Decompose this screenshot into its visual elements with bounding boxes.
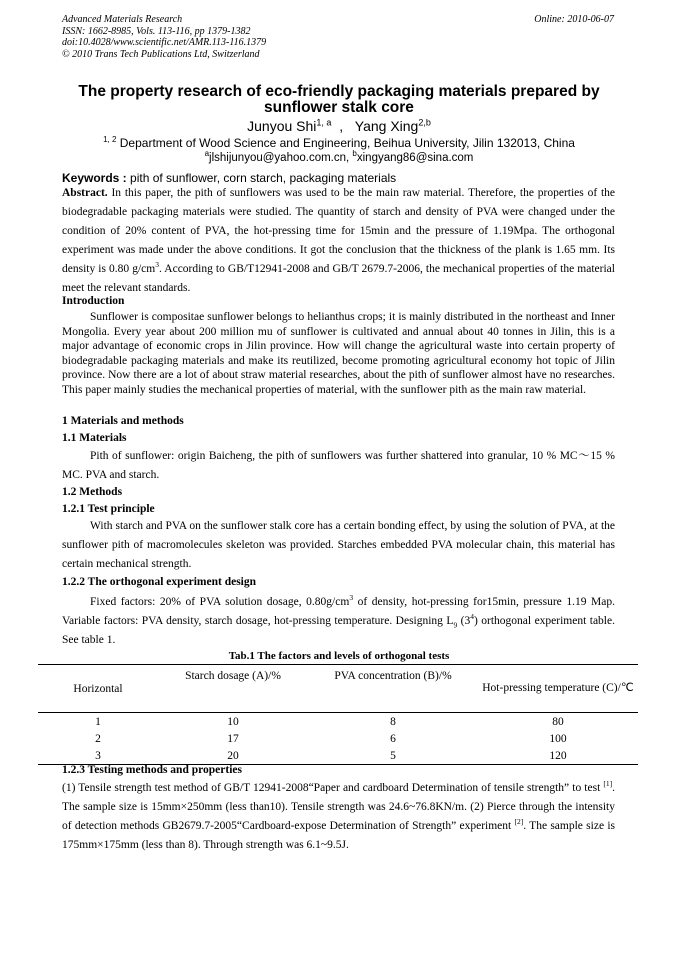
author-line [0, 118, 678, 134]
author-1-sup: 1, a [316, 117, 332, 128]
email-a: jlshijunyou@yahoo.com.cn, [209, 152, 350, 164]
section-1-2-3-heading: 1.2.3 Testing methods and properties [62, 764, 242, 776]
issn-line: ISSN: 1662-8985, Vols. 113-116, pp 1379-1382 [62, 25, 251, 37]
s122-sup-2: 4 [470, 612, 474, 622]
keywords-text: pith of sunflower, corn starch, packaging materials [130, 171, 397, 185]
journal-header [62, 14, 266, 60]
table-header-cell: Hot-pressing temperature (C)/℃ [478, 665, 638, 713]
table-cell: 1 [95, 715, 101, 728]
section-1-2-heading: 1.2 Methods [62, 486, 123, 498]
table-cell: 80 [552, 715, 564, 728]
orthogonal-table [38, 664, 638, 765]
section-1-2-3-text [62, 779, 615, 855]
table-cell: 100 [549, 732, 567, 745]
s122-part-3: (3 [457, 615, 471, 627]
s123-part-3: . The sample size is 175mm×175mm (less than 8). Through strength was 6.1~9.5J. [62, 820, 615, 851]
copyright-line: © 2010 Trans Tech Publications Ltd, Switzerland [62, 48, 260, 60]
table-row [38, 730, 638, 747]
table-header-cell: Horizontal [38, 665, 158, 713]
author-separator: , [339, 118, 344, 134]
ref-1: [1] [603, 779, 613, 789]
abstract [62, 184, 615, 298]
section-1-2-2-heading: 1.2.2 The orthogonal experiment design [62, 576, 257, 588]
table-header-cell: PVA concentration (B)/% [308, 665, 478, 713]
email-line [0, 149, 678, 164]
affiliation-sup: 1, 2 [103, 135, 117, 144]
email-b: xingyang86@sina.com [356, 152, 474, 164]
intro-heading: Introduction [62, 295, 125, 307]
email-b-sup: b [352, 149, 357, 159]
s122-part-1: Fixed factors: 20% of PVA solution dosage, 0.80g/cm [90, 596, 350, 608]
table-row [38, 747, 638, 765]
abstract-text-1: In this paper, the pith of sunflowers was used to be the main raw material. Therefore, the properties of the biodegradable packaging materials were studied. The quantity of starch and density of PVA were changed under the condition of 20% content of PVA, the hot-pressing time for 15min and the pressure of 1.19Mpa. The orthogonal experiment was made under the above conditions. It got the conclusion that the thickness of the plank is 1.65 mm. Its density is 0.80 g/cm [62, 187, 615, 275]
affiliation-text: Department of Wood Science and Engineering, Beihua University, Jilin 132013, China [119, 136, 575, 150]
online-date: Online: 2010-06-07 [534, 14, 614, 25]
table-cell: 17 [227, 732, 239, 745]
intro-text: Sunflower is compositae sunflower belongs to helianthus crops; it is mainly distributed in the northeast and Inner Mongolia. Every year about 200 million mu of sunflower is cultivated and annual about 40 tonnes in Jilin, this is a major advantage of economic crops in Jilin province. How will change the agricultural waste into certain property of biodegradable packaging materials and make its reutilized, become promoting agricultural economy hot topic of Jilin province. Now there are a lot of about straw material researches, about the pith of sunflower almost have no researches. This paper mainly studies the mechanical properties of material, with the sunflower pith as the main raw material. [62, 311, 615, 396]
section-1-2-1-text: With starch and PVA on the sunflower stalk core has a certain bonding effect, by using the solution of PVA, at the sunflower pith of macromolecules skeleton was provided. Starches embedded PVA molecular chain, this material has certain mechanical strength. [62, 520, 615, 570]
author-2: Yang Xing [354, 118, 419, 134]
table-caption: Tab.1 The factors and levels of orthogonal tests [228, 650, 450, 662]
table-cell: 8 [390, 715, 396, 728]
table-cell: 6 [390, 732, 396, 745]
section-1-2-1-heading: 1.2.1 Test principle [62, 503, 155, 515]
s122-part-4: ) orthogonal experiment table. See table 1. [62, 615, 615, 646]
table-cell: 3 [38, 747, 158, 765]
table-header-row [38, 665, 638, 713]
section-1-2-2-text [62, 593, 615, 650]
author-2-sup: 2,b [418, 117, 431, 128]
table-cell: 120 [478, 747, 638, 765]
doi-line: doi:10.4028/www.scientific.net/AMR.113-116.1379 [62, 37, 267, 48]
table-row [38, 713, 638, 731]
s122-part-2: of density, hot-pressing for15min, pressure 1.19 Map. Variable factors: PVA density, starch dosage, hot-pressing temperature. Designing L [62, 596, 616, 627]
email-a-sup: a [204, 149, 210, 159]
section-1-1-text: Pith of sunflower: origin Baicheng, the pith of sunflowers was further shattered into granular, 10 % MC～15 % MC. PVA and starch. [62, 450, 615, 481]
journal-name: Advanced Materials Research [62, 14, 183, 25]
s122-sup-1: 3 [349, 593, 354, 603]
abstract-sup: 3 [155, 260, 159, 270]
section-1-1-heading: 1.1 Materials [62, 432, 127, 444]
keywords [62, 171, 396, 185]
table-cell: 5 [308, 747, 478, 765]
keywords-label: Keywords : [62, 171, 127, 185]
table-cell: 10 [227, 715, 239, 728]
paper-title: The property research of eco-friendly packaging materials prepared by sunflower stalk core [78, 83, 600, 116]
abstract-text-2: . According to GB/T12941-2008 and GB/T 2679.7-2006, the mechanical properties of the material meet the relevant standards. [62, 263, 615, 294]
author-1: Junyou Shi [247, 118, 317, 134]
table-cell: 20 [158, 747, 308, 765]
s123-part-1: (1) Tensile strength test method of GB/T 12941-2008“Paper and cardboard Determination of tensile strength” to test [62, 782, 604, 794]
abstract-label: Abstract. [62, 187, 108, 199]
affiliation [0, 136, 678, 150]
s122-sub: 9 [453, 620, 458, 630]
s123-part-2: . The sample size is 15mm×250mm (less than10). Tensile strength was 24.6~76.8KN/m. (2) Pierce through the intensity of detection methods GB2679.7-2005“Cardboard-expose Determination of Strength” experiment [62, 782, 615, 832]
table-cell: 2 [95, 732, 101, 745]
ref-2: [2] [514, 817, 524, 827]
table-header-cell: Starch dosage (A)/% [158, 665, 308, 713]
section-1-heading: 1 Materials and methods [62, 415, 184, 427]
